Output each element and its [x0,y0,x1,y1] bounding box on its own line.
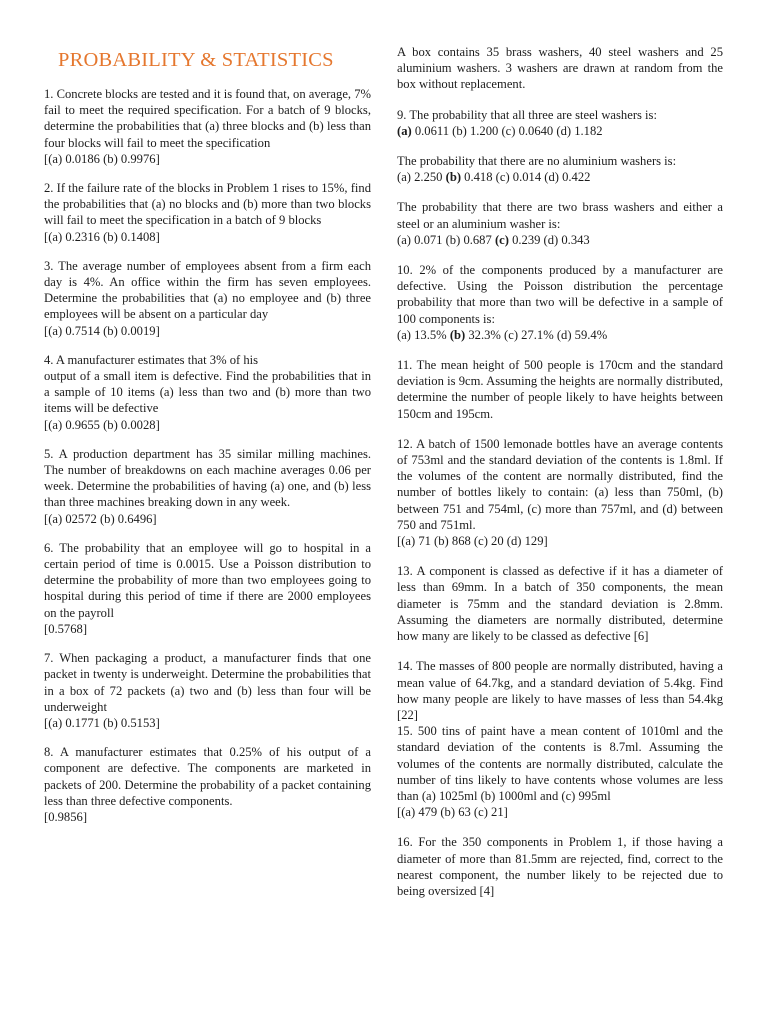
question-9c: The probability that there are two brass washers and either a steel or an aluminium washer is: [397,200,723,231]
correct-option-9c: (c) [494,232,509,247]
question-8: 8. A manufacturer estimates that 0.25% of his output of a component are defective. The components are marketed in packets of 200. Determine the probability of a packet containing less than three defective components. [44,745,371,808]
answer-7: [(a) 0.1771 (b) 0.5153] [44,715,160,730]
question-4-first-line: 4. A manufacturer estimates that 3% of his [44,352,259,367]
left-column [44,44,371,825]
question-12: 12. A batch of 1500 lemonade bottles have an average contents of 753ml and the standard deviation of the contents is 1.8ml. If the volumes of the content are normally distributed, find the number of bottles likely to contain: (a) less than 750ml, (b) between 751 and 754ml, (c) more than 757ml, and (d) between 750 and 751ml. [397,436,723,532]
correct-option-10: (b) [449,327,466,342]
question-10: 10. 2% of the components produced by a manufacturer are defective. Using the Poisson distribution the percentage probability that more than two will be defective in a sample of 100 components is: [397,263,723,326]
options-9c: (a) 0.071 (b) 0.687 (c) 0.239 (d) 0.343 [397,232,590,247]
answer-3: [(a) 0.7514 (b) 0.0019] [44,323,160,338]
question-11: 11. The mean height of 500 people is 170cm and the standard deviation is 9cm. Assuming the heights are normally distributed, determine the number of people likely to have heights between 150cm and 195cm. [397,358,723,421]
washers-intro: A box contains 35 brass washers, 40 steel washers and 25 aluminium washers. 3 washers are drawn at random from the box without replacement. [397,45,723,92]
options-9b: (a) 2.250 (b) 0.418 (c) 0.014 (d) 0.422 [397,170,591,185]
answer-2: [(a) 0.2316 (b) 0.1408] [44,229,160,244]
question-15: 15. 500 tins of paint have a mean content of 1010ml and the standard deviation of the contents is 8.7ml. Assuming the volumes of the contents are normally distributed, calculate the number of tins likely to have contents whose volumes are less than (a) 1025ml (b) 1000ml and (c) 995ml [397,724,723,803]
answer-8: [0.9856] [44,809,88,824]
question-1: 1. Concrete blocks are tested and it is found that, on average, 7% fail to meet the required specification. For a batch of 9 blocks, determine the probabilities that (a) three blocks and (b) less than four blocks will fail to meet the specification [44,87,371,150]
correct-option-9a: (a) [397,123,412,138]
question-9b: The probability that there are no aluminium washers is: [397,154,677,169]
page-title: PROBABILITY & STATISTICS [58,49,334,71]
answer-15: [(a) 479 (b) 63 (c) 21] [397,805,508,820]
question-14: 14. The masses of 800 people are normally distributed, having a mean value of 64.7kg, and a standard deviation of 5.4kg. Find how many people are likely to have masses of less than 54.4kg [22] [397,659,723,722]
question-4: output of a small item is defective. Find the probabilities that in a sample of 10 items (a) less than two and (b) more than two items will be defective [44,369,371,416]
question-7: 7. When packaging a product, a manufacturer finds that one packet in twenty is underweight. Determine the probabilities that in a box of 72 packets (a) two and (b) less than four will be underweight [44,651,371,714]
options-10: (a) 13.5% (b) 32.3% (c) 27.1% (d) 59.4% [397,327,608,342]
question-16: 16. For the 350 components in Problem 1, if those having a diameter of more than 81.5mm are rejected, find, correct to the nearest component, the number likely to be rejected due to being oversized [4] [397,835,723,898]
answer-6: [0.5768] [44,621,88,636]
question-6: 6. The probability that an employee will go to hospital in a certain period of time is 0.0015. Use a Poisson distribution to determine the probability of more than two employees going to hospital during this period of time if there are 2000 employees on the payroll [44,540,371,620]
options-9a: (a) 0.0611 (b) 1.200 (c) 0.0640 (d) 1.182 [397,123,603,138]
question-5: 5. A production department has 35 similar milling machines. The number of breakdowns on each machine averages 0.06 per week. Determine the probabilities of having (a) one, and (b) less than three machines breaking down in any week. [44,446,371,510]
answer-4: [(a) 0.9655 (b) 0.0028] [44,417,160,432]
correct-option-9b: (b) [445,170,462,185]
question-2: 2. If the failure rate of the blocks in Problem 1 rises to 15%, find the probabilities that (a) no blocks and (b) more than two blocks will fail to meet the specification in a batch of 9 blocks [44,181,371,228]
answer-12: [(a) 71 (b) 868 (c) 20 (d) 129] [397,534,548,549]
answer-1: [(a) 0.0186 (b) 0.9976] [44,151,160,166]
right-column [397,44,723,899]
answer-5: [(a) 02572 (b) 0.6496] [44,511,157,526]
question-3: 3. The average number of employees absent from a firm each day is 4%. An office within the firm has seven employees. Determine the probabilities that (a) no employee and (b) three employees will be absent on a particular day [44,258,371,322]
question-13: 13. A component is classed as defective if it has a diameter of less than 69mm. In a batch of 350 components, the mean diameter is 75mm and the standard deviation is 2.8mm. Assuming the diameters are normally distributed, determine how many are likely to be classed as defective [6] [397,564,723,644]
question-9a: 9. The probability that all three are steel washers is: [397,107,657,122]
